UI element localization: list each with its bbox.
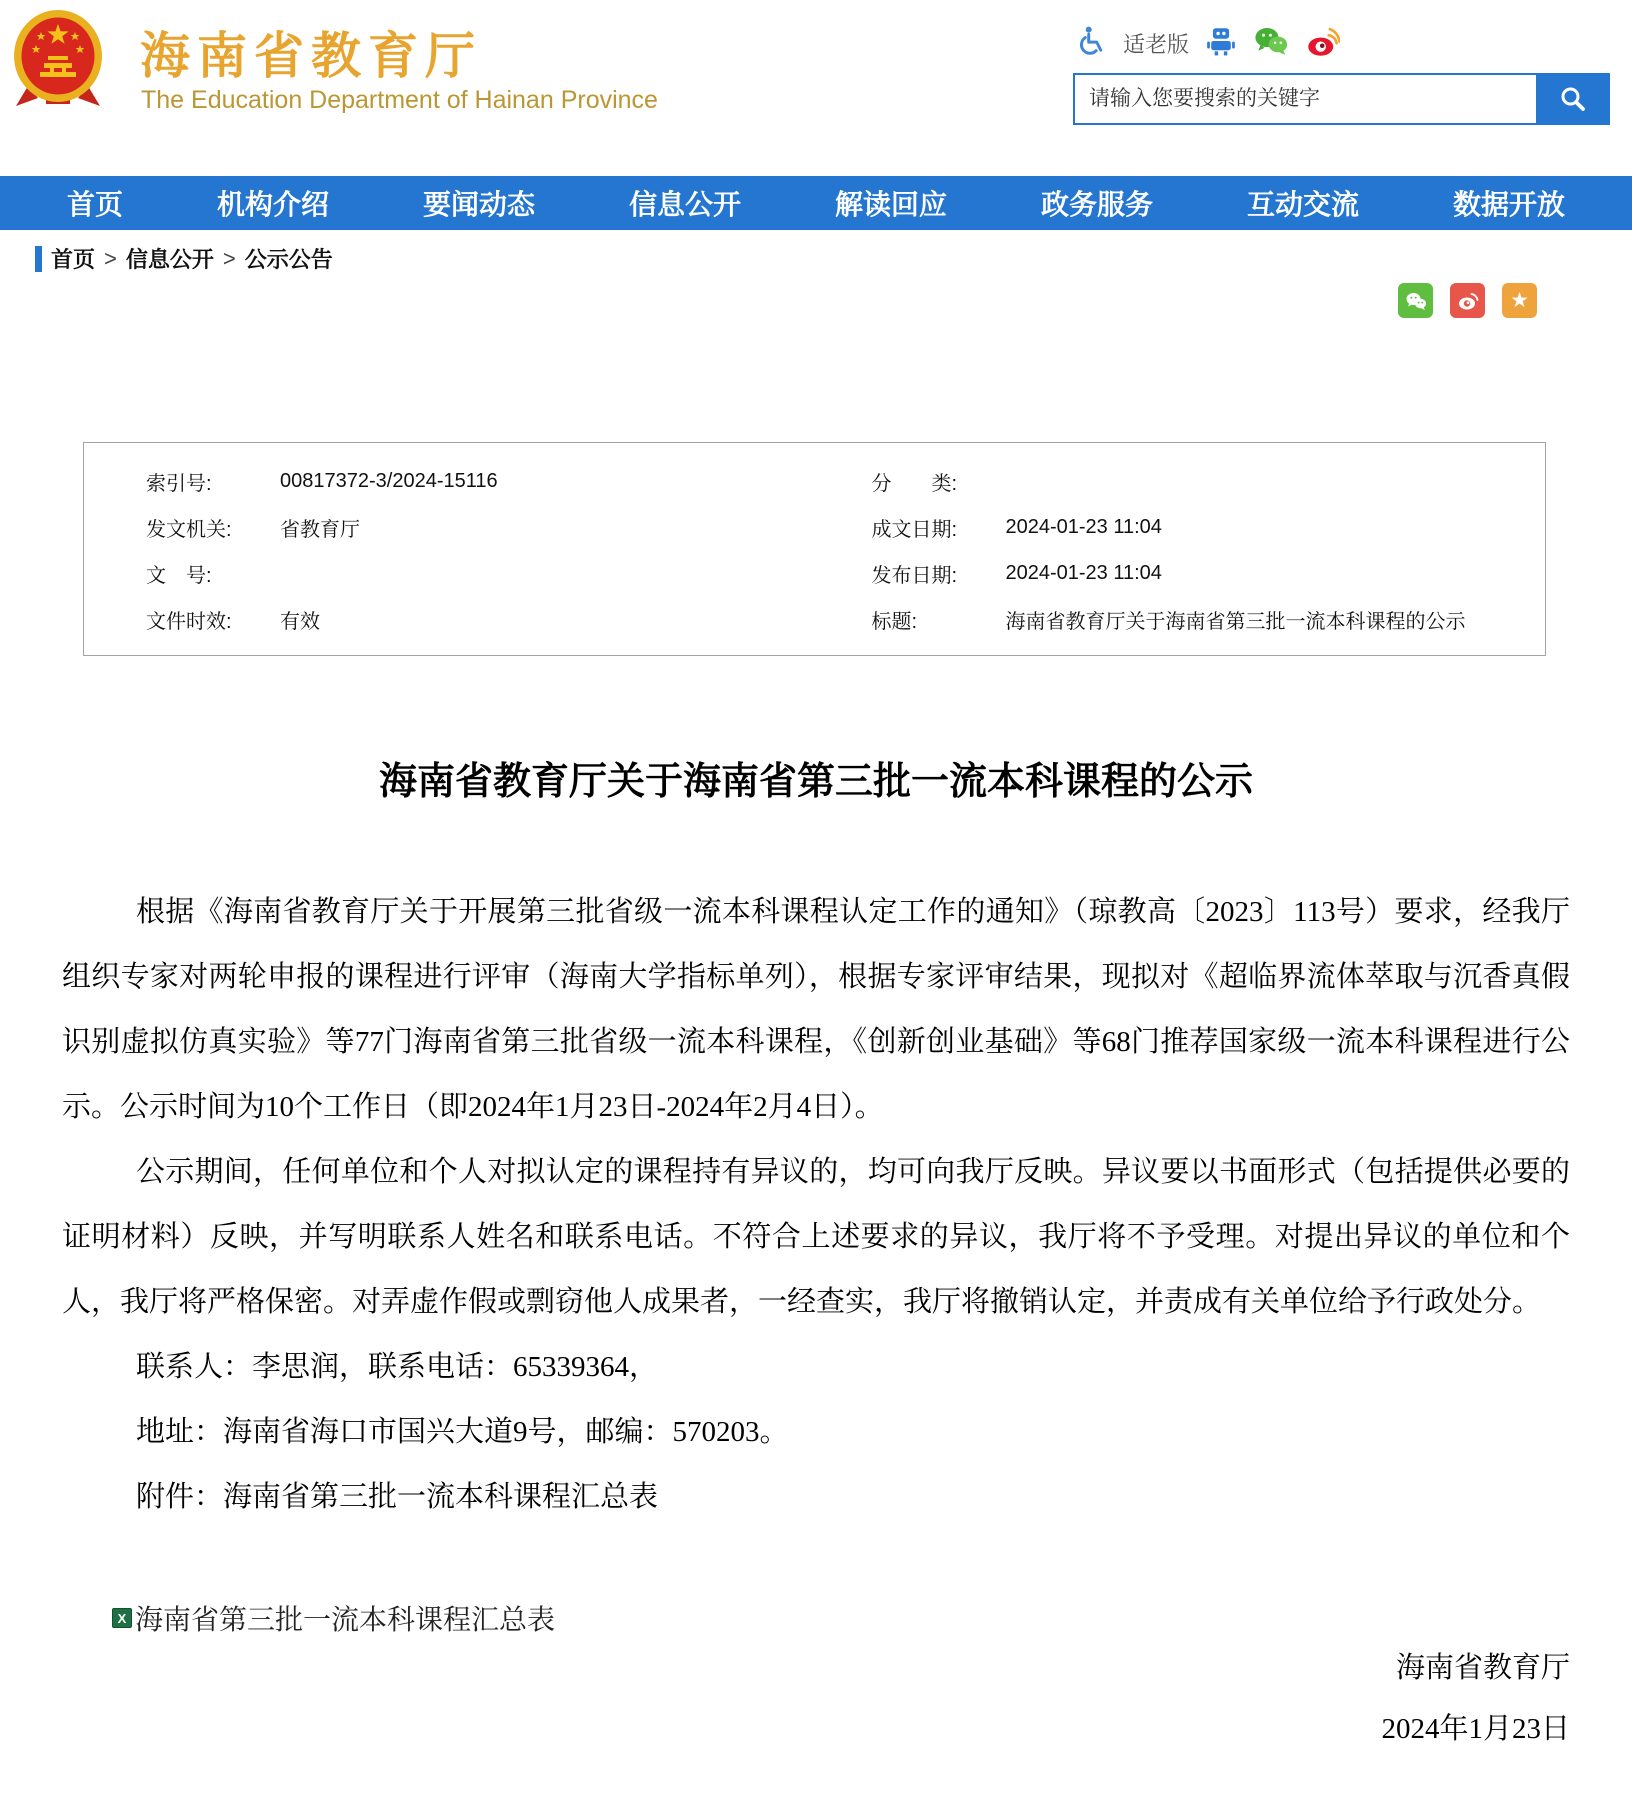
document-title: 海南省教育厅关于海南省第三批一流本科课程的公示: [378, 761, 1253, 803]
meta-row-written-date: [815, 504, 1546, 550]
nav-item-open-data[interactable]: 数据开放: [1452, 189, 1565, 220]
meta-row-issuer: [84, 504, 815, 550]
search-bar: [1073, 73, 1610, 125]
meta-value: 2024-01-23 11:04: [1005, 561, 1162, 584]
meta-row-validity: [84, 596, 815, 642]
article-body: [62, 880, 1570, 1530]
address-line: 地址：海南省海口市国兴大道9号，邮编：570203。: [135, 1416, 789, 1448]
nav-item-interaction[interactable]: 互动交流: [1246, 189, 1359, 220]
breadcrumb: [35, 243, 333, 274]
nav-item-home[interactable]: 首页: [66, 189, 123, 220]
nav-item-info-disclosure[interactable]: 信息公开: [628, 189, 741, 220]
site-title: 海南省教育厅: [140, 28, 482, 84]
main-nav: [0, 176, 1632, 230]
meta-value: 海南省教育厅关于海南省第三批一流本科课程的公示: [1005, 610, 1466, 633]
search-icon: [1558, 84, 1588, 114]
meta-value: 有效: [280, 610, 320, 633]
search-input[interactable]: [1073, 73, 1536, 125]
search-button[interactable]: [1536, 73, 1610, 125]
site-subtitle: The Education Department of Hainan Province: [141, 86, 658, 114]
meta-label: 发文机关:: [146, 518, 232, 541]
meta-label: 成文日期:: [871, 518, 958, 541]
attachment-note-line: 附件：海南省第三批一流本科课程汇总表: [135, 1481, 658, 1513]
attachment-link-row: [112, 1598, 555, 1638]
wheelchair-icon[interactable]: [1076, 25, 1106, 62]
breadcrumb-separator: >: [222, 245, 236, 271]
meta-row-index: [84, 458, 815, 504]
weibo-icon[interactable]: [1306, 25, 1340, 62]
breadcrumb-current-page: 公示公告: [244, 247, 333, 272]
meta-value: 00817372-3/2024-15116: [280, 469, 498, 492]
star-icon[interactable]: ★: [1502, 283, 1537, 318]
paragraph-2: 公示期间，任何单位和个人对拟认定的课程持有异议的，均可向我厅反映。异议要以书面形式（包括提供必要的证明材料）反映，并写明联系人姓名和联系电话。不符合上述要求的异议，我厅将不予受理。对提出异议的单位和个人，我厅将严格保密。对弄虚作假或剽窃他人成果者，一经查实，我厅将撤销认定，并责成有关单位给予行政处分。: [62, 1156, 1570, 1318]
breadcrumb-info-disclosure[interactable]: 信息公开: [125, 247, 214, 272]
header-utility-bar: [1076, 26, 1340, 60]
weibo-share-icon[interactable]: [1450, 283, 1485, 318]
attachment-link[interactable]: 海南省第三批一流本科课程汇总表: [135, 1605, 556, 1636]
meta-label: 分 类:: [871, 472, 958, 495]
meta-row-publish-date: [815, 550, 1546, 596]
nav-item-news[interactable]: 要闻动态: [422, 189, 535, 220]
meta-label: 文 号:: [146, 564, 212, 587]
national-emblem-logo: [10, 8, 106, 108]
wechat-icon[interactable]: [1253, 26, 1289, 61]
paragraph-1: 根据《海南省教育厅关于开展第三批省级一流本科课程认定工作的通知》（琼教高〔2023〕113号）要求，经我厅组织专家对两轮申报的课程进行评审（海南大学指标单列），根据专家评审结果，现拟对《超临界流体萃取与沉香真假识别虚拟仿真实验》等77门海南省第三批省级一流本科课程，《创新创业基础》等68门推荐国家级一流本科课程进行公示。公示时间为10个工作日（即2024年1月23日-2024年2月4日）。: [62, 896, 1570, 1123]
signature-date: 2024年1月23日: [1381, 1713, 1570, 1745]
meta-label: 文件时效:: [146, 610, 232, 633]
meta-row-doc-number: [84, 550, 815, 596]
excel-file-icon: X: [112, 1608, 132, 1628]
nav-item-interpretation[interactable]: 解读回应: [834, 189, 947, 220]
wechat-share-icon[interactable]: [1398, 283, 1433, 318]
meta-label: 发布日期:: [871, 564, 958, 587]
meta-label: 标题:: [871, 610, 918, 633]
nav-item-about[interactable]: 机构介绍: [216, 189, 329, 220]
national-emblem-icon: [10, 8, 106, 108]
document-meta-box: [83, 442, 1546, 656]
contact-line: 联系人：李思润，联系电话：65339364，: [135, 1351, 658, 1383]
signature-org: 海南省教育厅: [1395, 1652, 1570, 1684]
robot-icon[interactable]: [1206, 26, 1236, 61]
meta-row-category: [815, 458, 1546, 504]
share-toolbar: [1398, 283, 1537, 318]
breadcrumb-separator: >: [104, 245, 117, 271]
nav-item-services[interactable]: 政务服务: [1040, 189, 1153, 220]
elder-version-link[interactable]: 适老版: [1123, 31, 1190, 57]
meta-value: 省教育厅: [280, 518, 360, 541]
meta-value: 2024-01-23 11:04: [1005, 515, 1162, 538]
meta-row-title: [815, 596, 1546, 642]
breadcrumb-home[interactable]: 首页: [51, 247, 96, 272]
meta-label: 索引号:: [146, 472, 212, 495]
breadcrumb-accent-bar: [35, 246, 42, 272]
